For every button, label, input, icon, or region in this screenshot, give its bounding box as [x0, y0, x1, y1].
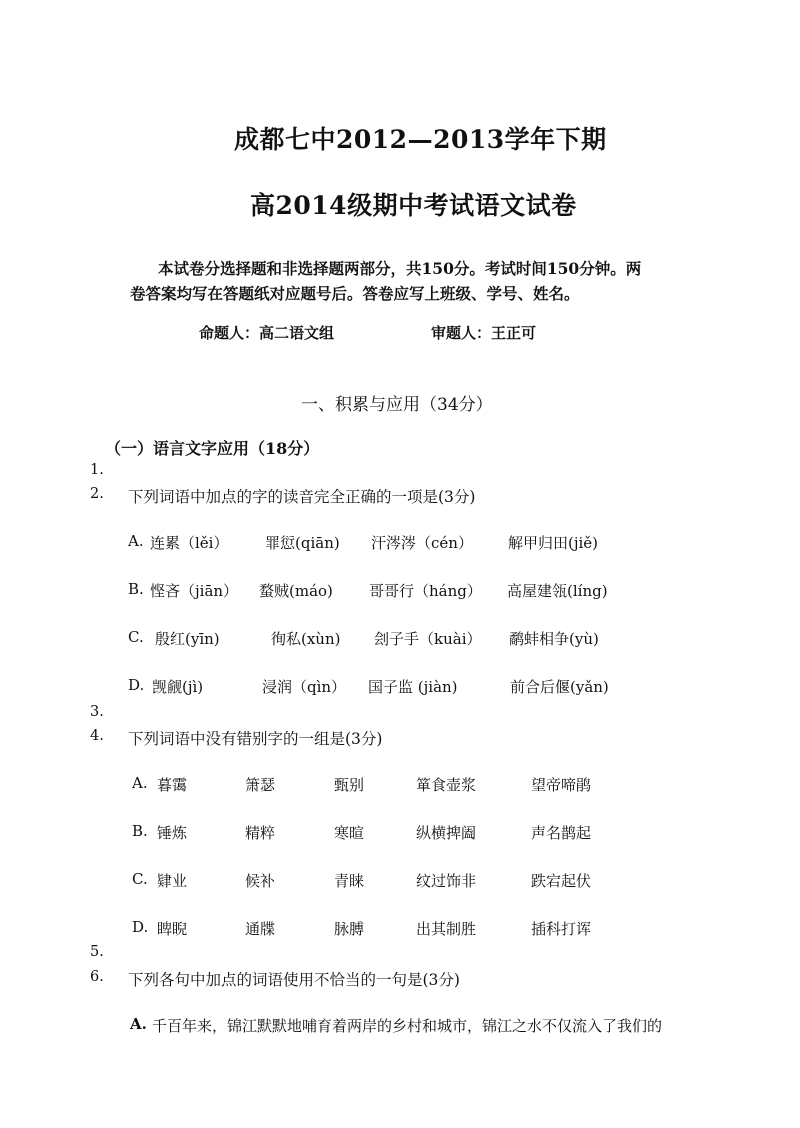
option-label: D. [132, 918, 149, 936]
option-item: 殷红(yīn) [155, 630, 220, 648]
option-row-4a [0, 774, 800, 798]
option-item: 前合后偃(yǎn) [510, 678, 609, 696]
option-item: 插科打诨 [531, 920, 592, 938]
option-item: 国子监 (jiàn) [368, 678, 458, 696]
blank-number-1: 1. [90, 462, 104, 478]
option-label: B. [128, 580, 144, 598]
option-item: 连累（lěi） [150, 534, 229, 552]
option-item: 哥哥行（háng） [369, 582, 482, 600]
option-row-2d [0, 676, 800, 700]
blank-number-5: 5. [90, 944, 104, 960]
option-item: 蝥贼(máo) [259, 582, 333, 600]
question-text-4: 下列词语中没有错别字的一组是(3分) [128, 730, 383, 748]
option-label: A. [128, 532, 144, 550]
option-label: C. [128, 628, 144, 646]
option-label: A. [132, 774, 148, 792]
reviewer-label: 审题人：王正可 [431, 324, 537, 342]
question-number-6: 6. [90, 969, 104, 985]
option-label: A. [130, 1015, 147, 1033]
option-item: 寒暄 [334, 824, 365, 842]
subsection-heading: （一）语言文字应用（18分） [105, 439, 320, 458]
option-label: C. [132, 870, 148, 888]
option-item: 鹬蚌相争(yù) [509, 630, 599, 648]
option-item: 暮霭 [157, 776, 188, 794]
option-item: 精粹 [245, 824, 276, 842]
option-item: 出其制胜 [416, 920, 477, 938]
option-item: 望帝啼鹃 [531, 776, 592, 794]
intro-line1: 本试卷分选择题和非选择题两部分，共150分。考试时间150分钟。两 [158, 259, 642, 278]
option-item: 纵横捭阖 [416, 824, 477, 842]
exam-title-line2: 高2014级期中考试语文试卷 [250, 191, 577, 220]
option-item: 箫瑟 [245, 776, 276, 794]
option-item: 罪愆(qiān) [265, 534, 340, 552]
option-row-2a [0, 532, 800, 556]
blank-number-3: 3. [90, 704, 104, 720]
option-item: 千百年来，锦江默默地哺育着两岸的乡村和城市，锦江之水不仅流入了我们的 [152, 1017, 663, 1035]
option-item: 悭吝（jiān） [150, 582, 239, 600]
question-text-6: 下列各句中加点的词语使用不恰当的一句是(3分) [128, 971, 460, 989]
option-item: 声名鹊起 [531, 824, 592, 842]
section-heading: 一、积累与应用（34分） [301, 395, 493, 415]
option-item: 高屋建瓴(líng) [507, 582, 608, 600]
option-item: 青睐 [334, 872, 365, 890]
option-item: 跌宕起伏 [531, 872, 592, 890]
option-item: 锤炼 [157, 824, 188, 842]
option-item: 通牒 [245, 920, 276, 938]
option-item: 浸润（qìn） [262, 678, 347, 696]
option-item: 睥睨 [157, 920, 188, 938]
option-item: 甄别 [334, 776, 365, 794]
option-item: 候补 [245, 872, 276, 890]
option-item: 徇私(xùn) [271, 630, 341, 648]
option-label: B. [132, 822, 148, 840]
question-number-4: 4. [90, 728, 104, 744]
option-row-4b [0, 822, 800, 846]
option-item: 箪食壶浆 [416, 776, 477, 794]
option-item: 纹过饰非 [416, 872, 477, 890]
option-item: 肄业 [157, 872, 188, 890]
option-row-4d [0, 918, 800, 942]
option-row-6a [0, 1015, 800, 1039]
intro-line2: 卷答案均写在答题纸对应题号后。答卷应写上班级、学号、姓名。 [130, 284, 580, 303]
option-item: 觊觎(jì) [152, 678, 204, 696]
option-label: D. [128, 676, 145, 694]
option-item: 汗涔涔（cén） [371, 534, 473, 552]
option-row-4c [0, 870, 800, 894]
exam-title-line1: 成都七中2012—2013学年下期 [234, 125, 607, 154]
option-row-2b [0, 580, 800, 604]
option-item: 解甲归田(jiě) [508, 534, 599, 552]
option-row-2c [0, 628, 800, 652]
option-item: 脉膊 [334, 920, 365, 938]
question-text-2: 下列词语中加点的字的读音完全正确的一项是(3分) [128, 488, 476, 506]
creator-label: 命题人：高二语文组 [199, 324, 335, 342]
option-item: 刽子手（kuài） [374, 630, 482, 648]
question-number-2: 2. [90, 486, 104, 502]
